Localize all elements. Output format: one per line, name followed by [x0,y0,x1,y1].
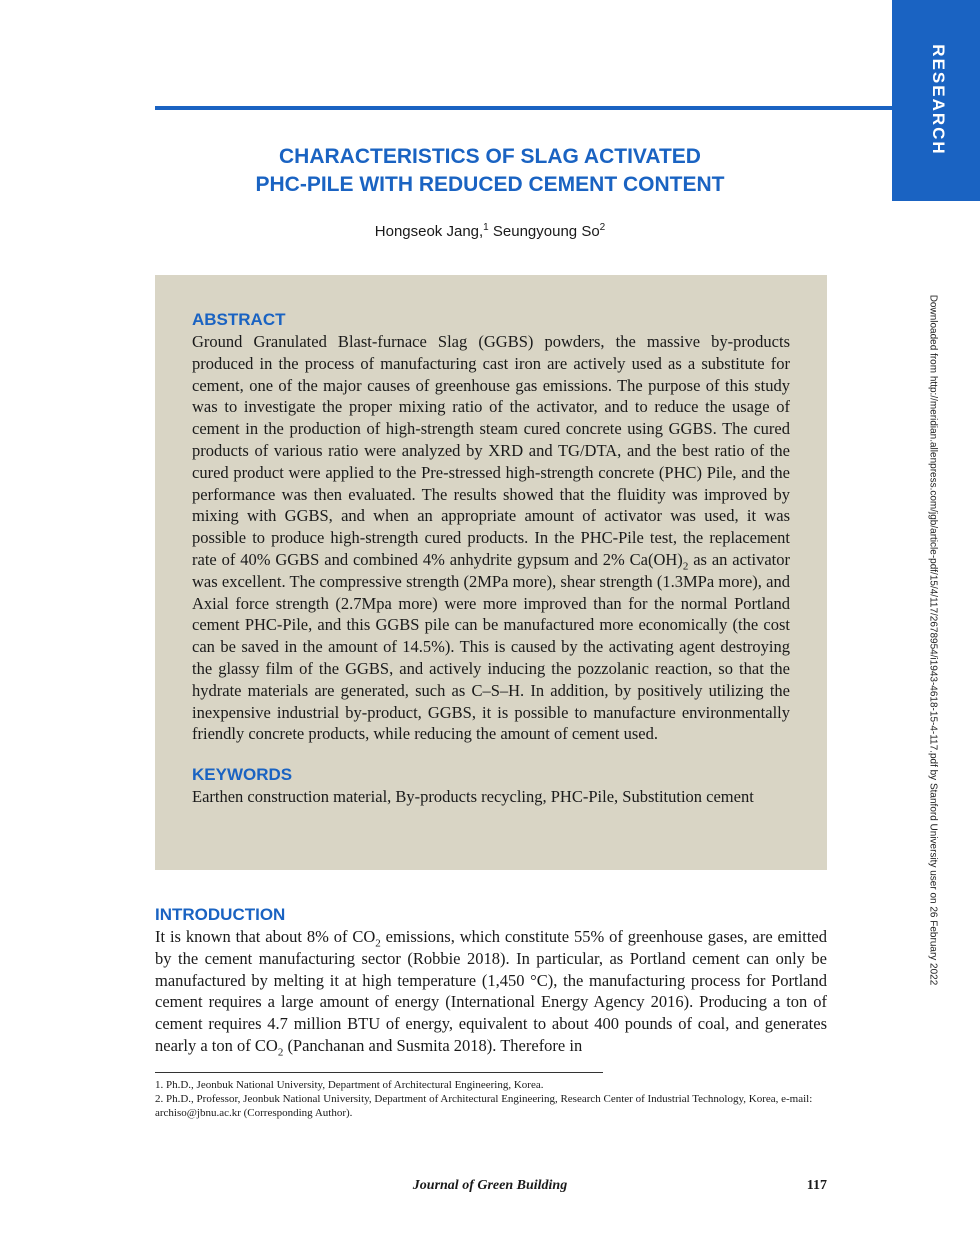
intro-text-part-1: It is known that about 8% of CO [155,927,376,946]
download-watermark: Downloaded from http://meridian.allenpress.com/jgb/article-pdf/15/4/117/2678954/i1943-4618-15-4-117.pdf by Stanford University user on 26 February 2022 [927,294,939,986]
author-2-affiliation: 2 [599,222,606,233]
abstract-text [192,331,790,745]
authors [155,222,825,240]
abstract-box [155,275,827,870]
abstract-text-part-2: as an activator was excellent. The compressive strength (2MPa more), shear strength (1.3MPa more), and Axial force strength (2.7Mpa more) were more improved than for the normal Portland cement PHC-Pile, and this GGBS pile can be manufactured more economically (the cost can be saved in the amount of 14.5%). This is caused by the activating agent destroying the glassy film of the GGBS, and actively inducing the pozzolanic reaction, so that the hydrate materials are generated, such as C–S–H. In addition, by positively utilizing the inexpensive industrial by-product, GGBS, it is possible to manufacture environmentally friendly concrete products, while reducing the amount of cement used. [192,549,790,744]
header-rule [155,106,892,110]
author-1-affiliation: 1 [483,222,489,233]
footnote-2: 2. Ph.D., Professor, Jeonbuk National University, Department of Architectural Engineering, Research Center of Industrial Technology, Korea, e-mail: archiso@jbnu.ac.kr (Corresponding Author). [155,1093,813,1119]
abstract-heading: ABSTRACT [192,310,286,329]
intro-subscript-1: 2 [375,937,381,950]
introduction-section [155,904,827,1057]
abstract-subscript: 2 [682,560,689,573]
intro-subscript-2: 2 [277,1046,284,1059]
intro-text-part-2: emissions, which constitute 55% of greenhouse gases, are emitted by the cement manufacturing sector (Robbie 2018). In particular, as Portland cement can only be manufactured by melting it at high temperature (1,450 °C), the manufacturing process for Portland cement requires a large amount of energy (International Energy Agency 2016). Producing a ton of cement requires 4.7 million BTU of energy, equivalent to about 400 pounds of coal, and generates nearly a ton of CO [155,927,828,1055]
footnote-rule [155,1072,603,1073]
section-tab-label: RESEARCH [929,44,948,156]
footnotes [155,1078,827,1120]
keywords-heading: KEYWORDS [192,765,293,785]
title-line-1: CHARACTERISTICS OF SLAG ACTIVATED [279,145,701,168]
abstract-text-part-1: Ground Granulated Blast-furnace Slag (GGBS) powders, the massive by-products produced in the process of manufacturing cast iron are actively used as a substitute for cement, one of the major causes of greenhouse gas emissions. The purpose of this study was to investigate the proper mixing ratio of the activator, and to reduce the usage of cement in the production of high-strength steam cured concrete using GGBS. The cured products of various ratio were analyzed by XRD and TG/DTA, and the best ratio of the cured product were applied to the Pre-stressed high-strength concrete (PHC) Pile, and the performance was then evaluated. The results showed that the fluidity was improved by mixing with GGBS, and when an appropriate amount of activator was used, it was possible to produce high-strength cured products. In the PHC-Pile test, the replacement rate of 40% GGBS and combined 4% anhydrite gypsum and 2% Ca(OH) [192,332,790,569]
author-2: Seungyoung So [488,223,600,240]
page-number: 117 [806,1178,827,1193]
section-tab [892,0,980,201]
introduction-heading: INTRODUCTION [155,905,286,924]
intro-text-part-3: (Panchanan and Susmita 2018). Therefore in [283,1035,583,1055]
journal-name: Journal of Green Building [412,1178,568,1193]
author-1: Hongseok Jang, [374,223,484,240]
footnote-1: 1. Ph.D., Jeonbuk National University, Department of Architectural Engineering, Korea. [155,1079,544,1091]
introduction-text [155,926,827,1057]
keywords-text: Earthen construction material, By-products recycling, PHC-Pile, Substitution cement [192,787,754,807]
article-title [155,143,825,199]
title-line-2: PHC-PILE WITH REDUCED CEMENT CONTENT [255,173,725,196]
